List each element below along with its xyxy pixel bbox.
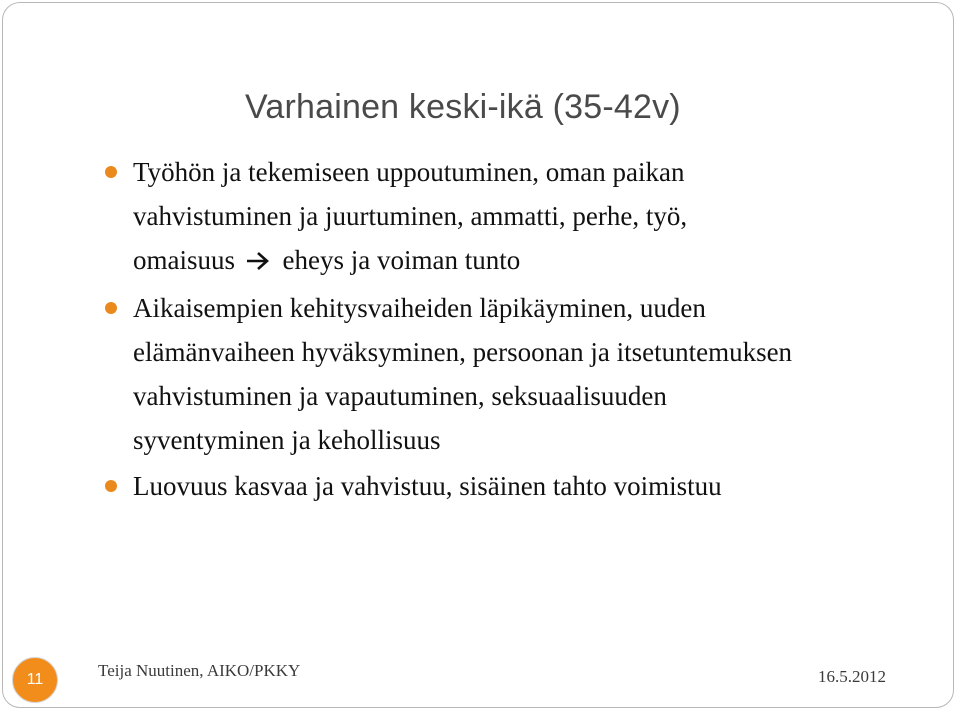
bullet-item xyxy=(133,464,923,508)
bullet-line: vahvistuminen ja vapautuminen, seksuaalisuuden xyxy=(133,381,667,411)
bullet-dot-icon xyxy=(105,480,117,492)
arrow-right-icon xyxy=(246,251,270,271)
slide-title: Varhainen keski-ikä (35-42v) xyxy=(245,88,681,126)
footer-author: Teija Nuutinen, AIKO/PKKY xyxy=(98,661,301,680)
bullet-line: Luovuus kasvaa ja vahvistuu, sisäinen tahto voimistuu xyxy=(133,471,722,501)
bullet-text: eheys ja voiman tunto xyxy=(282,245,521,275)
bullet-line: Työhön ja tekemiseen uppoutuminen, oman paikan xyxy=(133,157,685,187)
bullet-dot-icon xyxy=(105,166,117,178)
bullet-line xyxy=(133,238,923,282)
footer-date: 16.5.2012 xyxy=(818,667,886,686)
bullet-dot-icon xyxy=(105,302,117,314)
bullet-line: Aikaisempien kehitysvaiheiden läpikäyminen, uuden xyxy=(133,293,706,323)
bullet-line: elämänvaiheen hyväksyminen, persoonan ja itsetuntemuksen xyxy=(133,337,793,367)
bullet-item xyxy=(133,150,923,282)
bullet-line: syventyminen ja kehollisuus xyxy=(133,425,441,455)
bullet-item xyxy=(133,286,923,462)
page-number-badge: 11 xyxy=(12,657,58,703)
bullet-text: omaisuus xyxy=(133,245,236,275)
bullet-line: vahvistuminen ja juurtuminen, ammatti, perhe, työ, xyxy=(133,201,688,231)
